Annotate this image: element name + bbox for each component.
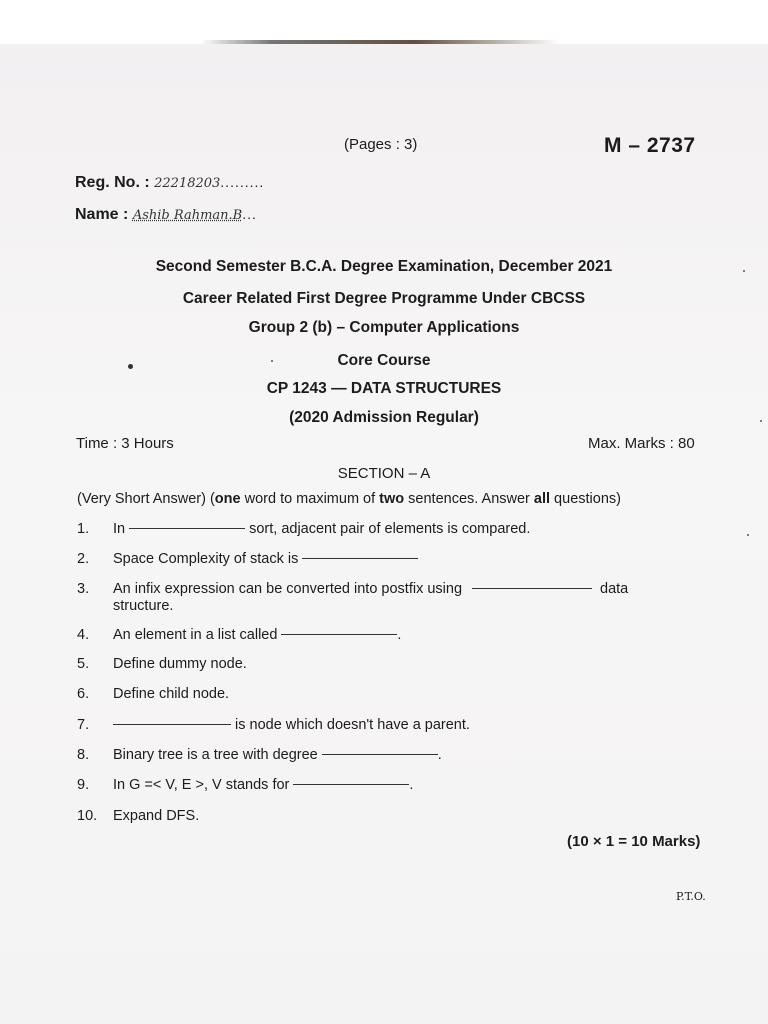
answer-blank: [129, 528, 245, 529]
section-heading: SECTION – A: [337, 465, 431, 482]
question-3-continued: structure.: [113, 598, 174, 614]
question-10: 10. Expand DFS.: [77, 808, 200, 824]
scan-speck: [128, 364, 133, 369]
scan-speck: [743, 270, 745, 272]
name-label: Name :: [75, 206, 129, 223]
marks-total: (10 × 1 = 10 Marks): [567, 833, 701, 850]
question-3: 3. An infix expression can be converted into postfix using data: [77, 581, 629, 597]
pages-count: (Pages : 3): [344, 136, 418, 153]
answer-blank: [322, 754, 438, 755]
paper-code: M – 2737: [604, 134, 696, 157]
name-dots: ...: [242, 206, 257, 222]
time-limit: Time : 3 Hours: [76, 435, 174, 452]
scan-speck: [271, 360, 273, 362]
question-8: 8. Binary tree is a tree with degree .: [77, 747, 442, 763]
reg-no-handwritten: 22218203: [154, 176, 221, 191]
scan-speck: [747, 534, 749, 536]
group-title: Group 2 (b) – Computer Applications: [248, 319, 520, 336]
course-type: Core Course: [337, 352, 431, 369]
question-5: 5. Define dummy node.: [77, 656, 247, 672]
answer-blank: [302, 558, 418, 559]
section-instructions: (Very Short Answer) (one word to maximum of two sentences. Answer all questions): [77, 491, 621, 507]
scan-speck: [760, 420, 762, 422]
reg-no-label: Reg. No. :: [75, 174, 150, 191]
question-2: 2. Space Complexity of stack is: [77, 551, 422, 567]
question-6: 6. Define child node.: [77, 686, 230, 702]
programme-title: Career Related First Degree Programme Under CBCSS: [182, 290, 586, 307]
question-7: 7. is node which doesn't have a parent.: [77, 717, 470, 733]
please-turn-over: P.T.O.: [676, 890, 706, 903]
course-title: CP 1243 — DATA STRUCTURES: [266, 380, 502, 397]
exam-title: Second Semester B.C.A. Degree Examination, December 2021: [155, 258, 613, 275]
answer-blank: [281, 634, 397, 635]
answer-blank: [293, 784, 409, 785]
name-row: [75, 206, 257, 224]
admission-title: (2020 Admission Regular): [289, 409, 479, 426]
answer-blank: [472, 588, 592, 589]
answer-blank: [113, 724, 231, 725]
max-marks: Max. Marks : 80: [588, 435, 695, 452]
name-handwritten: Ashib Rahman.B: [132, 208, 243, 223]
question-9: 9. In G =< V, E >, V stands for .: [77, 777, 414, 793]
question-1: 1. In sort, adjacent pair of elements is compared.: [77, 521, 531, 537]
reg-no-row: [75, 174, 264, 192]
reg-no-dots: .........: [220, 174, 265, 190]
question-4: 4. An element in a list called .: [77, 627, 402, 643]
